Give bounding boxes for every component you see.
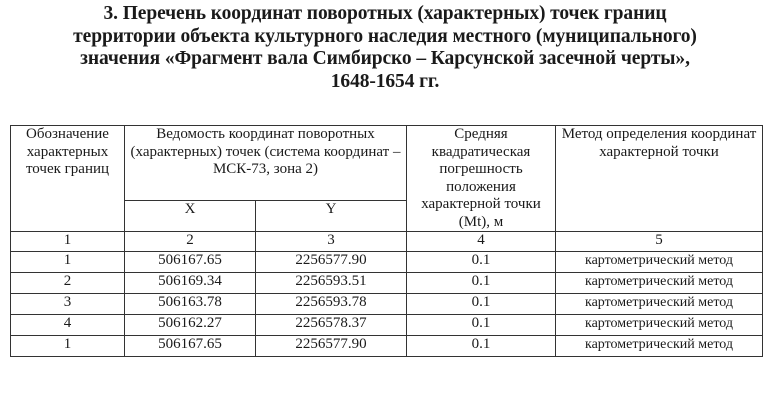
heading-line-3: значения «Фрагмент вала Симбирско – Карсунской засечной черты», <box>80 48 690 69</box>
section-heading <box>0 0 770 93</box>
header-point-name: Обозначение характерных точек границ <box>11 126 125 232</box>
column-number-row <box>11 232 763 252</box>
coord-x: 506162.27 <box>125 315 256 336</box>
header-coordinates: Ведомость координат поворотных (характерных) точек (система координат – МСК-73, зона 2) <box>125 126 407 201</box>
point-id: 1 <box>11 252 125 273</box>
coordinates-table <box>10 125 763 357</box>
table-row <box>11 273 763 294</box>
method: картометрический метод <box>556 252 763 273</box>
method: картометрический метод <box>556 336 763 357</box>
coord-y: 2256593.51 <box>256 273 407 294</box>
coord-x: 506167.65 <box>125 252 256 273</box>
header-x: X <box>125 201 256 232</box>
mean-error: 0.1 <box>407 252 556 273</box>
table-row <box>11 336 763 357</box>
coord-x: 506167.65 <box>125 336 256 357</box>
header-y: Y <box>256 201 407 232</box>
coord-y: 2256578.37 <box>256 315 407 336</box>
heading-line-2: территории объекта культурного наследия местного (муниципального) <box>73 25 697 47</box>
coord-x: 506163.78 <box>125 294 256 315</box>
column-number: 1 <box>11 232 125 252</box>
heading-line-4: 1648-1654 гг. <box>330 70 440 92</box>
coord-x: 506169.34 <box>125 273 256 294</box>
mean-error: 0.1 <box>407 336 556 357</box>
header-method: Метод определения координат характерной точки <box>556 126 763 232</box>
coord-y: 2256577.90 <box>256 252 407 273</box>
method: картометрический метод <box>556 273 763 294</box>
column-number: 4 <box>407 232 556 252</box>
coord-y: 2256593.78 <box>256 294 407 315</box>
coord-y: 2256577.90 <box>256 336 407 357</box>
table-row <box>11 294 763 315</box>
mean-error: 0.1 <box>407 315 556 336</box>
mean-error: 0.1 <box>407 273 556 294</box>
header-mean-error: Средняя квадратическая погрешность положения характерной точки (Mt), м <box>407 126 556 232</box>
column-number: 2 <box>125 232 256 252</box>
column-number: 3 <box>256 232 407 252</box>
heading-line-1: 3. Перечень координат поворотных (характерных) точек границ <box>103 3 667 24</box>
method: картометрический метод <box>556 294 763 315</box>
point-id: 1 <box>11 336 125 357</box>
column-number: 5 <box>556 232 763 252</box>
table-row <box>11 252 763 273</box>
method: картометрический метод <box>556 315 763 336</box>
table-row <box>11 315 763 336</box>
point-id: 2 <box>11 273 125 294</box>
point-id: 3 <box>11 294 125 315</box>
point-id: 4 <box>11 315 125 336</box>
header-row <box>11 126 763 201</box>
mean-error: 0.1 <box>407 294 556 315</box>
